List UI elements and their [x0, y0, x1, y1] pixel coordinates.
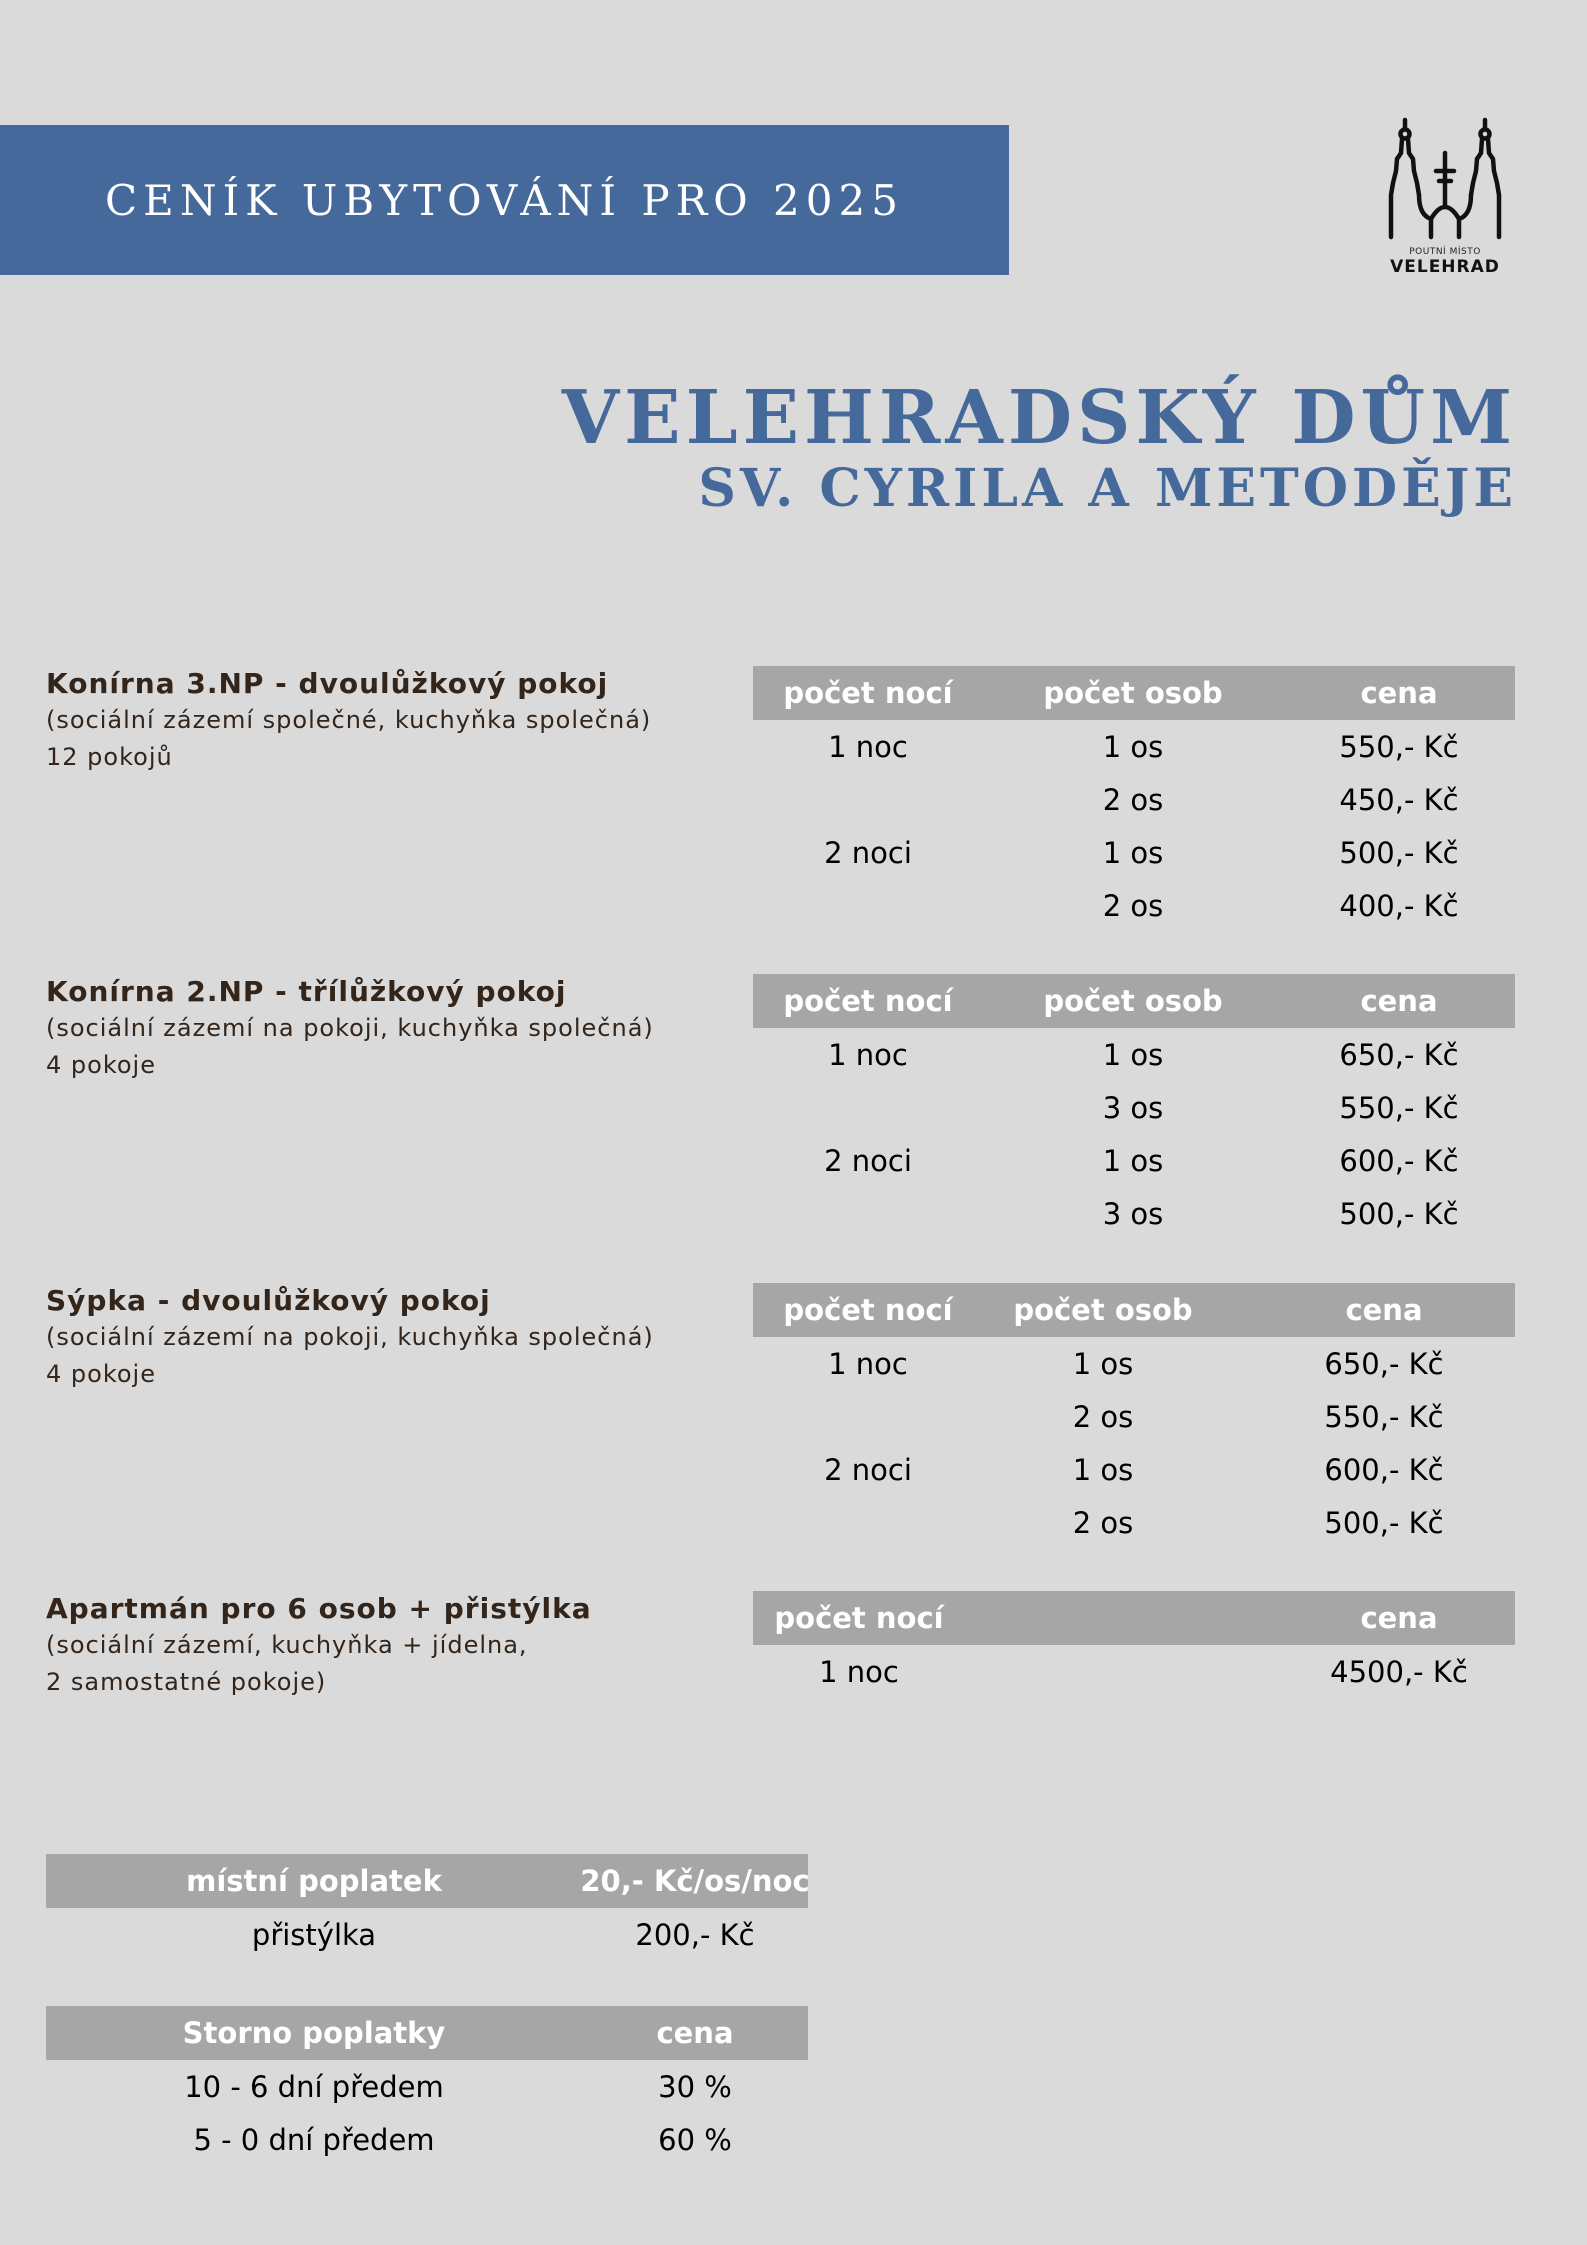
cell-persons: 1 os [1102, 729, 1164, 764]
header-price: cena [1360, 984, 1438, 1018]
table-row [753, 1187, 1515, 1240]
table-header [46, 1854, 808, 1908]
room-description [46, 974, 726, 1084]
cell-storno-percent: 30 % [658, 2069, 732, 2104]
cell-persons: 3 os [1102, 1196, 1164, 1231]
cell-persons: 2 os [1072, 1399, 1134, 1434]
table-header [753, 666, 1515, 720]
header-nights: počet nocí [783, 676, 953, 710]
cell-nights: 1 noc [828, 729, 908, 764]
cell-persons: 2 os [1072, 1505, 1134, 1540]
velehrad-logo [1375, 115, 1515, 290]
table-row [753, 720, 1515, 773]
table-header [46, 2006, 808, 2060]
cell-nights [753, 1187, 983, 1240]
cell-price: 500,- Kč [1324, 1505, 1444, 1540]
price-table [753, 1591, 1515, 1698]
header-price: cena [1360, 676, 1438, 710]
header-storno: Storno poplatky [182, 2016, 446, 2050]
cell-nights [753, 1390, 983, 1443]
table-row [753, 773, 1515, 826]
room-name: Sýpka - dvoulůžkový pokoj [46, 1284, 491, 1317]
storno-table [46, 2006, 808, 2166]
room-detail: 2 samostatné pokoje) [46, 1668, 327, 1696]
room-name: Apartmán pro 6 osob + přistýlka [46, 1592, 592, 1625]
cell-persons: 1 os [1072, 1346, 1134, 1381]
cell-persons: 1 os [1102, 1037, 1164, 1072]
header-price: cena [1360, 1601, 1438, 1635]
cell-price: 500,- Kč [1339, 835, 1459, 870]
cell-persons: 1 os [1072, 1452, 1134, 1487]
table-header [753, 1283, 1515, 1337]
header-local-fee-value: 20,- Kč/os/noc [580, 1864, 810, 1898]
table-row [753, 1443, 1515, 1496]
cell-storno-period: 10 - 6 dní předem [184, 2069, 444, 2104]
cell-nights [753, 1496, 983, 1549]
cell-nights: 2 noci [824, 835, 912, 870]
cell-nights [753, 879, 983, 932]
cell-nights [753, 773, 983, 826]
table-row [753, 826, 1515, 879]
cell-price: 450,- Kč [1339, 782, 1459, 817]
cell-price: 650,- Kč [1339, 1037, 1459, 1072]
header-persons: počet osob [1043, 676, 1223, 710]
room-description [46, 1591, 726, 1701]
cell-persons: 2 os [1102, 888, 1164, 923]
cell-nights: 2 noci [824, 1452, 912, 1487]
table-row [46, 2060, 808, 2113]
table-row [753, 879, 1515, 932]
page-subtitle: SV. CYRILA A METODĚJE [698, 458, 1517, 519]
logo-name: VELEHRAD [1390, 257, 1500, 277]
room-name: Konírna 3.NP - dvoulůžkový pokoj [46, 667, 609, 700]
cell-nights: 1 noc [819, 1654, 899, 1689]
header-banner [0, 125, 1009, 275]
cell-price: 550,- Kč [1339, 1090, 1459, 1125]
cell-storno-period: 5 - 0 dní předem [193, 2122, 435, 2157]
cell-price: 4500,- Kč [1330, 1654, 1468, 1689]
header-persons: počet osob [1043, 984, 1223, 1018]
table-row [46, 2113, 808, 2166]
cell-price: 400,- Kč [1339, 888, 1459, 923]
table-row [46, 1908, 808, 1961]
room-description [46, 1283, 726, 1393]
price-table [753, 974, 1515, 1240]
table-header [753, 1591, 1515, 1645]
cell-nights [753, 1081, 983, 1134]
table-row [753, 1337, 1515, 1390]
cell-persons: 3 os [1102, 1090, 1164, 1125]
header-local-fee: místní poplatek [186, 1864, 442, 1898]
cell-price: 500,- Kč [1339, 1196, 1459, 1231]
cell-price: 650,- Kč [1324, 1346, 1444, 1381]
page-title: VELEHRADSKÝ DŮM [561, 375, 1517, 461]
cell-nights: 2 noci [824, 1143, 912, 1178]
price-table [753, 666, 1515, 932]
table-header [753, 974, 1515, 1028]
cell-fee-value: 200,- Kč [635, 1917, 755, 1952]
table-row [753, 1134, 1515, 1187]
logo-subtitle: POUTNÍ MÍSTO [1409, 247, 1481, 257]
table-row [753, 1496, 1515, 1549]
cell-fee-name: přistýlka [251, 1917, 377, 1952]
banner-title: CENÍK UBYTOVÁNÍ PRO 2025 [105, 175, 904, 225]
header-storno-price: cena [656, 2016, 734, 2050]
cell-price: 550,- Kč [1339, 729, 1459, 764]
room-count: 4 pokoje [46, 1051, 156, 1079]
room-detail: (sociální zázemí společné, kuchyňka společná) [46, 706, 652, 734]
cell-persons: 2 os [1102, 782, 1164, 817]
room-name: Konírna 2.NP - třílůžkový pokoj [46, 975, 567, 1008]
cell-price: 550,- Kč [1324, 1399, 1444, 1434]
room-detail: (sociální zázemí na pokoji, kuchyňka společná) [46, 1014, 654, 1042]
room-count: 4 pokoje [46, 1360, 156, 1388]
header-nights: počet nocí [774, 1601, 944, 1635]
room-count: 12 pokojů [46, 743, 173, 771]
church-towers-icon [1385, 115, 1505, 245]
room-detail: (sociální zázemí na pokoji, kuchyňka společná) [46, 1323, 654, 1351]
table-row [753, 1645, 1515, 1698]
price-table [753, 1283, 1515, 1549]
room-description [46, 666, 726, 776]
table-row [753, 1028, 1515, 1081]
table-row [753, 1390, 1515, 1443]
cell-price: 600,- Kč [1324, 1452, 1444, 1487]
cell-persons: 1 os [1102, 1143, 1164, 1178]
cell-nights: 1 noc [828, 1346, 908, 1381]
table-row [753, 1081, 1515, 1134]
header-nights: počet nocí [783, 1293, 953, 1327]
cell-nights: 1 noc [828, 1037, 908, 1072]
header-nights: počet nocí [783, 984, 953, 1018]
room-detail: (sociální zázemí, kuchyňka + jídelna, [46, 1631, 528, 1659]
cell-persons: 1 os [1102, 835, 1164, 870]
header-price: cena [1345, 1293, 1423, 1327]
header-persons: počet osob [1013, 1293, 1193, 1327]
cell-storno-percent: 60 % [658, 2122, 732, 2157]
fees-table [46, 1854, 808, 1961]
cell-price: 600,- Kč [1339, 1143, 1459, 1178]
